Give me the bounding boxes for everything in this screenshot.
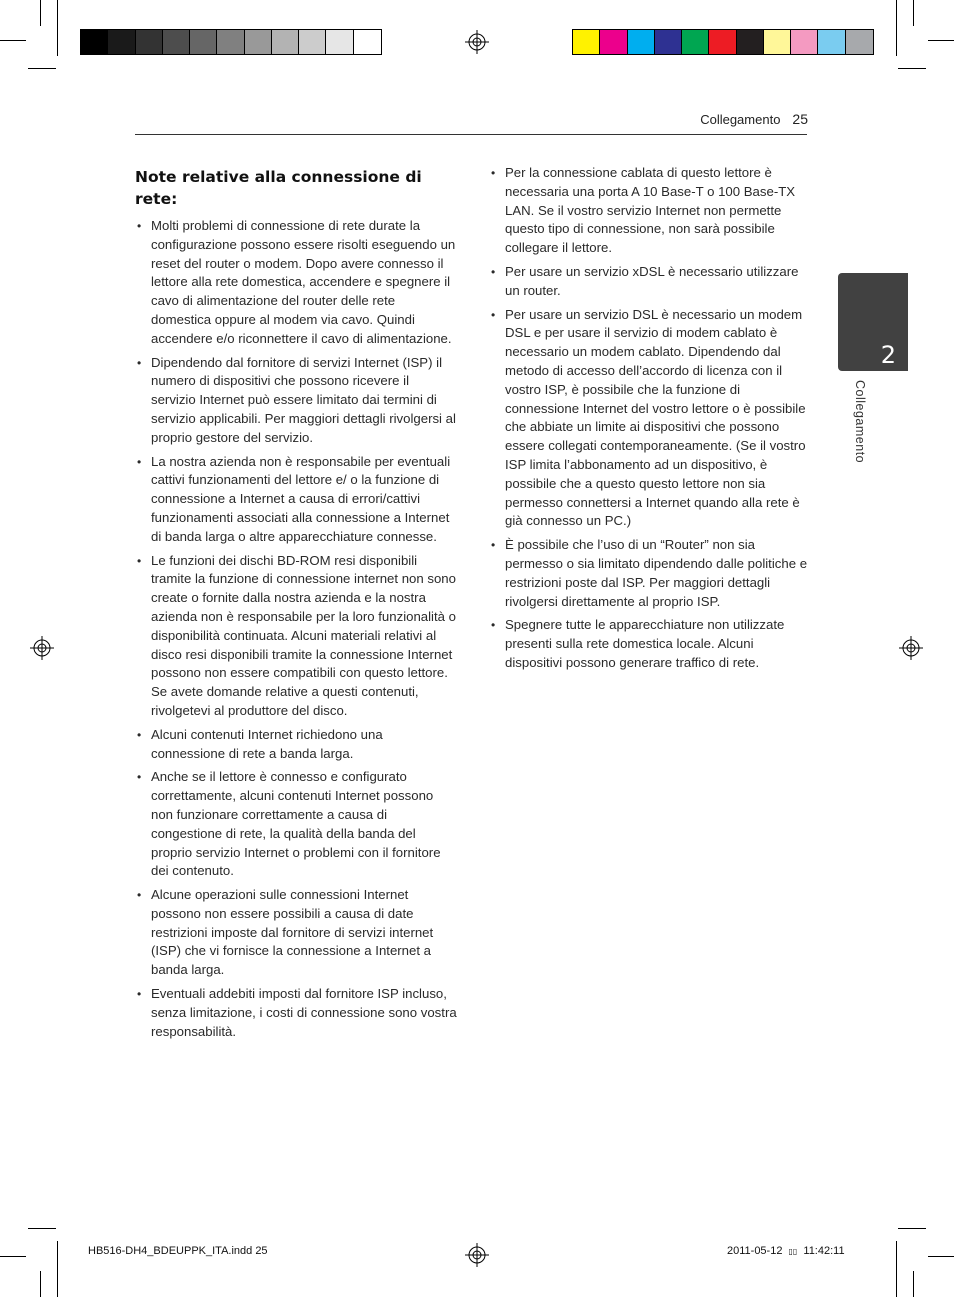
color-swatch [354, 30, 381, 54]
note-item [135, 726, 457, 764]
section-heading: Note relative alla connessione di rete: [135, 168, 422, 208]
note-text: Alcune operazioni sulle connessioni Internet possono non essere possibili a causa di date restrizioni imposte dal fornitore di servizi internet (ISP) che vi fornisce la connessione a Internet a banda larga. [151, 887, 434, 978]
color-swatch [818, 30, 845, 54]
note-text: Per usare un servizio xDSL è necessario utilizzare un router. [505, 263, 799, 298]
bullet-icon: • [491, 166, 496, 180]
bullet-icon: • [491, 307, 496, 322]
bullet-icon: • [137, 355, 142, 370]
notes-list [489, 164, 811, 673]
registration-mark-icon [465, 30, 489, 54]
registration-mark-icon [899, 636, 923, 660]
slug-filename: HB516-DH4_BDEUPPK_ITA.indd 25 [88, 1245, 268, 1257]
color-swatch [764, 30, 791, 54]
grayscale-swatch-bar [80, 29, 382, 55]
section-title: Collegamento [700, 112, 781, 127]
bullet-icon: • [137, 987, 142, 1002]
color-swatch [709, 30, 736, 54]
note-text: Per usare un servizio DSL è necessario un modem DSL e per usare il servizio di modem cablato è necessario un modem cablato. Dipendendo dal metodo di accesso dell’accordo di licenza con il vostro ISP, è possibile che la funzione di connessione Internet del vostro lettore o è possibile che abbiate un limite ai dispositivi che possono essere collegati contemporaneamente. (Se il vostro ISP limita l’abbonamento ad un dispositivo, è possibile che a questo questo lettore non sia permesso connettersi a Internet quando alla rete è già connesso un PC.) [505, 306, 806, 529]
note-text: Dipendendo dal fornitore di servizi Internet (ISP) il numero di dispositivi che possono ricevere il servizio Internet può essere limitato dai termini di servizio applicabili. Per maggiori dettagli rivolgersi al proprio gestore del servizio. [151, 354, 456, 445]
chapter-side-label: Collegamento [853, 380, 867, 464]
crop-mark [28, 1228, 56, 1229]
crop-mark [57, 0, 58, 56]
color-swatch [190, 30, 217, 54]
note-text: Molti problemi di connessione di rete durate la configurazione possono essere risolti eseguendo un reset del router o modem. Dopo avere connesso il lettore alla rete domestica, accendere e spegnere il cavo di alimentazione del router delle rete domestica oppure al modem via cavo. Quindi accendere e/o riconnettere il cavo di alimentazione. [151, 218, 456, 346]
color-swatch [573, 30, 600, 54]
crop-mark [898, 68, 926, 69]
note-item [135, 453, 457, 547]
crop-mark [28, 68, 56, 69]
note-text: Alcuni contenuti Internet richiedono una connessione di rete a banda larga. [151, 726, 383, 761]
bullet-icon: • [137, 770, 142, 785]
bullet-icon: • [137, 219, 142, 233]
crop-mark [913, 1271, 914, 1297]
crop-mark [928, 1256, 954, 1257]
running-head [700, 111, 808, 127]
crop-mark [0, 1256, 26, 1257]
color-swatch [81, 30, 108, 54]
crop-mark [0, 40, 26, 41]
color-swatch [600, 30, 627, 54]
note-item [489, 164, 811, 258]
note-text: Spegnere tutte le apparecchiature non utilizzate presenti sulla rete domestica locale. Alcuni dispositivi possono generare traffico di rete. [505, 617, 785, 670]
crop-mark [896, 1241, 897, 1297]
note-item [489, 263, 811, 301]
note-text: Eventuali addebiti imposti dal fornitore ISP incluso, senza limitazione, i costi di connessione sono vostra responsabilità. [151, 986, 457, 1039]
bullet-icon: • [137, 454, 142, 469]
note-item [135, 552, 457, 721]
slug-timestamp [727, 1245, 845, 1257]
registration-mark-icon [30, 636, 54, 660]
crop-mark [913, 0, 914, 26]
notes-list [135, 217, 457, 1041]
note-text: È possibile che l’uso di un “Router” non sia permesso o sia limitato dipendendo dalle politiche e restrizioni poste dal ISP. Per maggiori dettagli rivolgersi direttamente al proprio ISP. [505, 537, 808, 609]
color-swatch [272, 30, 299, 54]
bullet-icon: • [491, 538, 496, 553]
bullet-icon: • [491, 264, 496, 279]
note-text: La nostra azienda non è responsabile per eventuali cattivi funzionamenti del lettore e/ o la funzione di connessione a Internet a causa di errori/cattivi funzionamenti associati alla connessione a Internet di banda larga o altre apparecchiature connesse. [151, 453, 451, 544]
color-swatch [846, 30, 873, 54]
crop-mark [40, 0, 41, 26]
registration-mark-icon [465, 1243, 489, 1267]
crop-mark [57, 1241, 58, 1297]
crop-mark [898, 1228, 926, 1229]
slug-time: 11:42:11 [803, 1245, 845, 1257]
color-swatch [737, 30, 764, 54]
color-swatch [628, 30, 655, 54]
note-item [135, 768, 457, 881]
bullet-icon: • [137, 553, 142, 568]
header-rule [135, 134, 807, 135]
note-text: Anche se il lettore è connesso e configurato correttamente, alcuni contenuti Internet possono non funzionare correttamente a causa di congestione di rete, la qualità della banda del proprio servizio Internet o problemi con il fornitore dei contenuto. [151, 769, 441, 879]
chapter-number: 2 [880, 341, 896, 369]
crop-mark [40, 1271, 41, 1297]
color-swatch [108, 30, 135, 54]
color-swatch [326, 30, 353, 54]
page-number: 25 [792, 111, 808, 127]
crop-mark [928, 40, 954, 41]
color-swatch [655, 30, 682, 54]
bullet-icon: • [137, 888, 142, 903]
crop-mark [896, 0, 897, 56]
note-item [135, 354, 457, 448]
bullet-icon: • [137, 727, 142, 742]
color-swatch [245, 30, 272, 54]
note-item [135, 985, 457, 1041]
slug-date: 2011-05-12 [727, 1245, 783, 1257]
color-swatch [163, 30, 190, 54]
note-item [135, 886, 457, 980]
note-item [489, 536, 811, 611]
color-swatch [136, 30, 163, 54]
right-column [489, 164, 811, 678]
chapter-tab [838, 273, 908, 371]
left-column [135, 166, 457, 1046]
bullet-icon: • [491, 618, 496, 633]
color-swatch [682, 30, 709, 54]
note-text: Le funzioni dei dischi BD-ROM resi disponibili tramite la funzione di connessione internet non sono create o fornite dalla nostra azienda e la nostra azienda non è responsabile per la loro funzionalità o disponibilità continuata. Alcuni materiali relativi al disco resi disponibili tramite la connessione Internet possono non essere compatibili con questo lettore. Se avete domande relative a questi contenuti, rivolgetevi al produttore del disco. [151, 552, 456, 718]
note-item [489, 306, 811, 532]
color-swatch [217, 30, 244, 54]
slug-glyph: ▯▯ [788, 1247, 798, 1256]
note-item [489, 616, 811, 672]
color-swatch [299, 30, 326, 54]
note-text: Per la connessione cablata di questo lettore è necessaria una porta A 10 Base-T o 100 Base-TX LAN. Se il vostro servizio Internet non permette questo tipo di connessione, non sarà possibile collegare il lettore. [505, 165, 796, 256]
note-item [135, 217, 457, 349]
color-swatch-bar [572, 29, 874, 55]
color-swatch [791, 30, 818, 54]
